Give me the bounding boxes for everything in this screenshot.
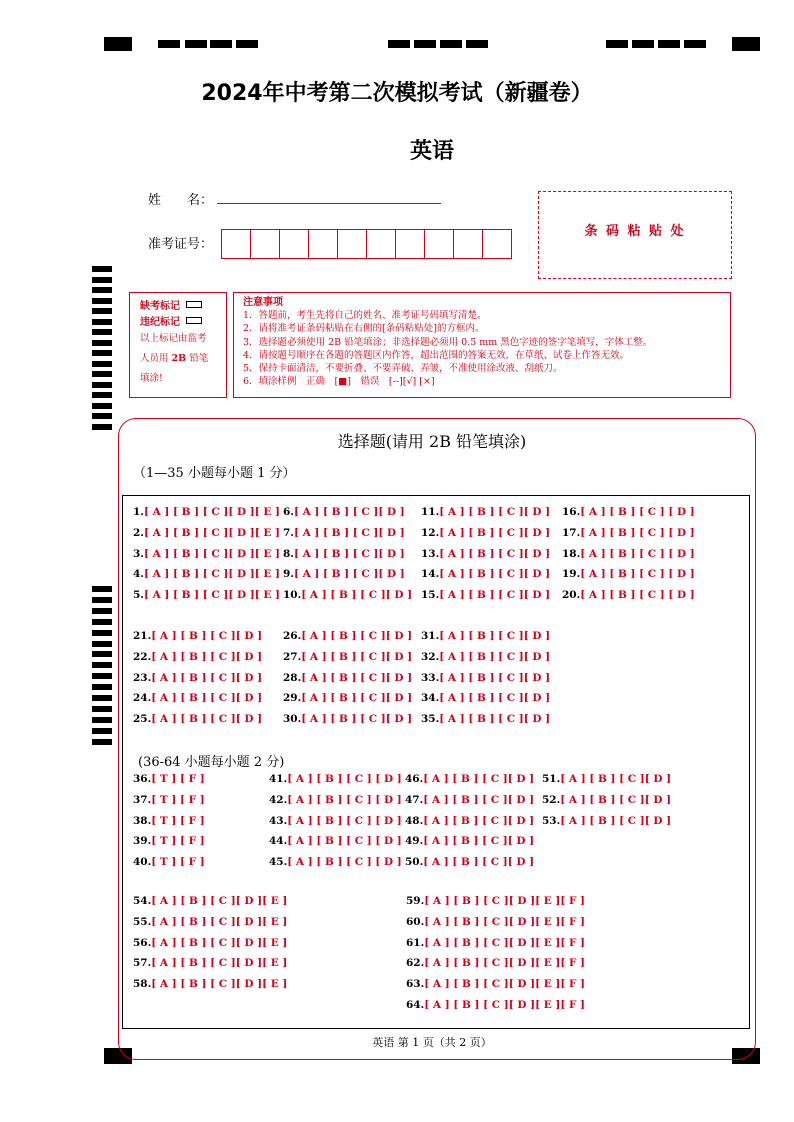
answer-options[interactable]: [ A ] [ B ] [ C ][ D ] — [439, 589, 551, 602]
answer-options[interactable]: [ A ] [ B ] [ C ] [ D ] — [287, 773, 402, 785]
answer-options[interactable]: [ A ] [ B ] [ C ][ D ][ E ][ F ] — [424, 978, 586, 991]
answer-row[interactable] — [283, 651, 412, 663]
question-number: 50. — [405, 856, 424, 869]
answer-row[interactable] — [133, 630, 262, 642]
timing-mark — [92, 586, 112, 592]
answer-row[interactable] — [562, 506, 695, 518]
answer-row[interactable] — [133, 815, 205, 827]
question-number: 8. — [283, 547, 294, 560]
answer-options[interactable]: [ A ] [ B ] [ C ][ D ] — [423, 814, 535, 827]
answer-options[interactable]: [ A ] [ B ] [ C ][ D ][ E ][ F ] — [424, 915, 586, 928]
question-number: 63. — [406, 978, 425, 991]
answer-options[interactable]: [ A ] [ B ] [ C ] [ D ] — [580, 568, 695, 581]
question-number: 14. — [421, 568, 440, 581]
answer-row[interactable] — [283, 506, 405, 518]
question-number: 55. — [133, 915, 152, 928]
answer-row[interactable] — [133, 835, 205, 847]
question-number: 64. — [406, 999, 425, 1011]
answer-row[interactable] — [133, 916, 287, 928]
answer-options[interactable]: [ A ] [ B ] [ C ] [ D ] — [580, 526, 695, 539]
answer-row[interactable] — [406, 895, 585, 907]
answer-options[interactable]: [ A ] [ B ] [ C ] [ D ] — [287, 856, 402, 869]
absent-checkbox[interactable] — [186, 301, 202, 308]
answer-options[interactable]: [ T ] [ F ] — [151, 814, 205, 827]
question-number: 61. — [406, 936, 425, 949]
timing-mark — [92, 350, 112, 356]
timing-mark — [92, 277, 112, 283]
answer-options[interactable]: [ A ] [ B ] [ C ][ D ][ E ][ F ] — [424, 999, 586, 1011]
question-number: 16. — [562, 506, 581, 518]
subject-title: 英语 — [409, 139, 454, 164]
answer-row[interactable] — [133, 568, 280, 580]
answer-row[interactable] — [405, 794, 534, 806]
question-number: 9. — [283, 568, 294, 581]
answer-row[interactable] — [562, 589, 695, 601]
answer-options[interactable]: [ T ] [ F ] — [151, 835, 205, 848]
question-number: 52. — [542, 793, 561, 806]
timing-mark — [92, 684, 112, 690]
answer-options[interactable]: [ A ] [ B ] [ C ][ D ] — [293, 526, 405, 539]
answer-row[interactable] — [133, 978, 287, 990]
answer-options[interactable]: [ A ] [ B ] [ C ][ D ] — [439, 692, 551, 705]
answer-options[interactable]: [ A ] [ B ] [ C ][ D ] — [423, 835, 535, 848]
timing-mark — [388, 40, 410, 48]
answer-options[interactable]: [ A ] [ B ] [ C ][ D ] — [301, 671, 413, 684]
answer-row[interactable] — [421, 589, 550, 601]
question-number: 24. — [133, 692, 152, 705]
notice-item: 3．选择题必须使用 2B 铅笔填涂；非选择题必须用 0.5 mm 黑色字迹的签字笔填写，字体工整。 — [243, 336, 653, 348]
question-number: 2. — [133, 526, 144, 539]
question-number: 33. — [421, 671, 440, 684]
notice-item: 6．填涂样例 正确 [■] 错误 [--][√] [×] — [243, 376, 435, 388]
answer-row[interactable] — [283, 672, 412, 684]
answer-options[interactable]: [ A ] [ B ] [ C ][ D ][ E ] — [143, 506, 281, 518]
question-number: 38. — [133, 814, 152, 827]
answer-row[interactable] — [406, 957, 585, 969]
answer-options[interactable]: [ A ] [ B ] [ C ][ D ] — [301, 650, 413, 663]
question-number: 30. — [283, 713, 302, 726]
timing-mark — [92, 361, 112, 367]
question-number: 3. — [133, 547, 144, 560]
answer-options[interactable]: [ A ] [ B ] [ C ][ D ][ E ] — [151, 895, 288, 907]
question-number: 23. — [133, 671, 152, 684]
question-number: 27. — [283, 650, 302, 663]
answer-options[interactable]: [ A ] [ B ] [ C ] [ D ] — [580, 547, 695, 560]
question-number: 21. — [133, 630, 152, 642]
answer-row[interactable] — [269, 815, 402, 827]
answer-row[interactable] — [283, 527, 405, 539]
answer-options[interactable]: [ A ] [ B ] [ C ][ D ][ E ] — [143, 547, 281, 560]
answer-options[interactable]: [ A ] [ B ] [ C ][ D ] — [301, 630, 413, 642]
answer-options[interactable]: [ A ] [ B ] [ C ][ D ] — [560, 773, 672, 785]
timing-mark — [92, 308, 112, 314]
timing-mark — [92, 403, 112, 409]
answer-row[interactable] — [283, 630, 412, 642]
answer-row[interactable] — [133, 506, 280, 518]
answer-options[interactable]: [ A ] [ B ] [ C ][ D ] — [293, 547, 405, 560]
name-label: 姓 名： — [148, 193, 214, 208]
answer-row[interactable] — [133, 895, 287, 907]
answer-row[interactable] — [405, 835, 534, 847]
answer-options[interactable]: [ A ] [ B ] [ C ][ D ][ E ] — [151, 915, 288, 928]
answer-row[interactable] — [269, 856, 402, 868]
timing-mark — [92, 630, 112, 636]
timing-mark — [92, 717, 112, 723]
section-1-label: （1—35 小题每小题 1 分） — [133, 466, 296, 481]
answer-row[interactable] — [406, 937, 585, 949]
timing-mark — [92, 392, 112, 398]
question-number: 5. — [133, 589, 144, 602]
timing-mark — [440, 40, 462, 48]
timing-mark — [606, 40, 628, 48]
answer-options[interactable]: [ T ] [ F ] — [151, 856, 205, 869]
answer-row[interactable] — [421, 692, 550, 704]
question-number: 45. — [269, 856, 288, 869]
answer-options[interactable]: [ A ] [ B ] [ C ][ D ] — [439, 650, 551, 663]
question-number: 34. — [421, 692, 440, 705]
answer-row[interactable] — [421, 672, 550, 684]
answer-row[interactable] — [133, 794, 205, 806]
timing-mark — [92, 651, 112, 657]
answer-options[interactable]: [ A ] [ B ] [ C ] [ D ] — [580, 589, 695, 602]
answer-options[interactable]: [ T ] [ F ] — [151, 773, 205, 785]
question-number: 10. — [283, 589, 302, 602]
answer-row[interactable] — [133, 773, 205, 785]
timing-mark — [92, 340, 112, 346]
timing-mark — [92, 287, 112, 293]
answer-row[interactable] — [421, 548, 550, 560]
question-number: 26. — [283, 630, 302, 642]
question-number: 1. — [133, 506, 144, 518]
answer-options[interactable]: [ A ] [ B ] [ C ][ D ][ E ] — [143, 589, 281, 602]
answer-options[interactable]: [ A ] [ B ] [ C ][ D ] — [560, 814, 672, 827]
answer-options[interactable]: [ A ] [ B ] [ C ][ D ] — [151, 692, 263, 705]
question-number: 20. — [562, 589, 581, 602]
answer-row[interactable] — [542, 794, 671, 806]
answer-options[interactable]: [ A ] [ B ] [ C ] [ D ] — [580, 506, 695, 518]
answer-options[interactable]: [ A ] [ B ] [ C ][ D ][ E ] — [151, 978, 288, 991]
notice-item: 1．答题前，考生先将自己的姓名、准考证号码填写清楚。 — [243, 310, 487, 321]
question-number: 7. — [283, 526, 294, 539]
barcode-area — [538, 191, 732, 279]
answer-row[interactable] — [405, 815, 534, 827]
answer-row[interactable] — [283, 692, 412, 704]
timing-mark — [236, 40, 258, 48]
question-number: 49. — [405, 835, 424, 848]
exam-id-label: 准考证号： — [148, 237, 214, 252]
answer-row[interactable] — [133, 527, 280, 539]
timing-mark — [92, 319, 112, 325]
timing-mark — [92, 619, 112, 625]
question-number: 37. — [133, 793, 152, 806]
notice-item: 4．请按题号顺序在各题的答题区内作答，超出范围的答案无效，在草纸、试卷上作答无效。 — [243, 349, 630, 361]
question-number: 54. — [133, 895, 152, 907]
question-number: 18. — [562, 547, 581, 560]
answer-options[interactable]: [ A ] [ B ] [ C ][ D ] — [439, 526, 551, 539]
answer-row[interactable] — [269, 773, 402, 785]
timing-mark — [92, 662, 112, 668]
timing-mark — [158, 40, 180, 48]
answer-row[interactable] — [133, 957, 287, 969]
question-number: 44. — [269, 835, 288, 848]
answer-row[interactable] — [421, 651, 550, 663]
answer-options[interactable]: [ A ] [ B ] [ C ][ D ][ E ][ F ] — [424, 957, 586, 970]
timing-mark — [92, 266, 112, 272]
timing-mark — [92, 371, 112, 377]
timing-mark — [632, 40, 654, 48]
notice-item: 2．请将准考证条码粘贴在右侧的[条码粘贴处]的方框内。 — [243, 323, 485, 335]
question-number: 19. — [562, 568, 581, 581]
notice-title: 注意事项 — [243, 297, 283, 308]
timing-mark — [92, 608, 112, 614]
timing-mark — [414, 40, 436, 48]
answer-row[interactable] — [405, 856, 534, 868]
notice-item: 5．保持卡面清洁，不要折叠、不要弄破、弄皱，不准使用涂改液、刮纸刀。 — [243, 363, 563, 375]
answer-options[interactable]: [ A ] [ B ] [ C ][ D ][ E ][ F ] — [424, 936, 586, 949]
question-number: 46. — [405, 773, 424, 785]
section-2-label: (36-64 小题每小题 2 分) — [138, 755, 285, 770]
question-number: 17. — [562, 526, 581, 539]
question-number: 25. — [133, 713, 152, 726]
answer-row[interactable] — [406, 999, 585, 1011]
answer-row[interactable] — [542, 773, 671, 785]
question-number: 6. — [283, 506, 294, 518]
question-number: 47. — [405, 793, 424, 806]
answer-options[interactable]: [ A ] [ B ] [ C ][ D ][ E ] — [151, 936, 288, 949]
timing-mark — [92, 329, 112, 335]
answer-row[interactable] — [406, 916, 585, 928]
answer-options[interactable]: [ A ] [ B ] [ C ][ D ] — [439, 568, 551, 581]
answer-options[interactable]: [ A ] [ B ] [ C ][ D ] — [301, 692, 413, 705]
timing-mark — [92, 706, 112, 712]
timing-mark — [466, 40, 488, 48]
question-number: 62. — [406, 957, 425, 970]
answer-options[interactable]: [ A ] [ B ] [ C ][ D ] — [439, 671, 551, 684]
answer-options[interactable]: [ A ] [ B ] [ C ][ D ] — [151, 650, 263, 663]
answer-row[interactable] — [283, 713, 412, 725]
answer-options[interactable]: [ A ] [ B ] [ C ] [ D ] — [287, 793, 402, 806]
answer-row[interactable] — [405, 773, 534, 785]
answer-row[interactable] — [562, 548, 695, 560]
timing-mark — [92, 413, 112, 419]
timing-mark — [92, 641, 112, 647]
question-number: 60. — [406, 915, 425, 928]
answer-options[interactable]: [ A ] [ B ] [ C ][ D ] — [151, 671, 263, 684]
answer-options[interactable]: [ A ] [ B ] [ C ][ D ] — [293, 568, 405, 581]
question-number: 15. — [421, 589, 440, 602]
answer-row[interactable] — [133, 589, 280, 601]
answer-row[interactable] — [133, 692, 262, 704]
answer-row[interactable] — [421, 568, 550, 580]
question-number: 36. — [133, 773, 152, 785]
answer-options[interactable]: [ A ] [ B ] [ C ][ D ] — [439, 630, 551, 642]
question-number: 31. — [421, 630, 440, 642]
answer-row[interactable] — [421, 527, 550, 539]
question-number: 12. — [421, 526, 440, 539]
answer-row[interactable] — [133, 856, 205, 868]
answer-options[interactable]: [ A ] [ B ] [ C ][ D ] — [423, 773, 535, 785]
name-field[interactable] — [217, 203, 441, 204]
answer-options[interactable]: [ A ] [ B ] [ C ][ D ][ E ] — [143, 568, 281, 581]
question-number: 58. — [133, 978, 152, 991]
answer-row[interactable] — [133, 548, 280, 560]
answer-options[interactable]: [ A ] [ B ] [ C ][ D ] — [560, 793, 672, 806]
choice-title: 选择题(请用 2B 铅笔填涂) — [337, 432, 527, 451]
page-footer: 英语 第 1 页（共 2 页） — [372, 1036, 492, 1049]
answer-row[interactable] — [542, 815, 671, 827]
question-number: 22. — [133, 650, 152, 663]
answer-options[interactable]: [ A ] [ B ] [ C ][ D ][ E ][ F ] — [424, 895, 586, 907]
question-number: 4. — [133, 568, 144, 581]
question-number: 40. — [133, 856, 152, 869]
page-title: 2024年中考第二次模拟考试（新疆卷） — [201, 81, 593, 106]
question-number: 11. — [421, 506, 440, 518]
answer-options[interactable]: [ A ] [ B ] [ C ][ D ][ E ] — [143, 526, 281, 539]
timing-mark — [185, 40, 207, 48]
timing-mark — [92, 673, 112, 679]
notice-box — [233, 292, 731, 398]
absent-label: 缺考标记 — [140, 301, 180, 312]
question-number: 35. — [421, 713, 440, 726]
timing-mark — [684, 40, 706, 48]
question-number: 53. — [542, 814, 561, 827]
marks-box — [129, 292, 227, 398]
barcode-label: 条 码 粘 贴 处 — [584, 224, 686, 239]
answer-row[interactable] — [133, 937, 287, 949]
answer-options[interactable]: [ A ] [ B ] [ C ][ D ] — [423, 856, 535, 869]
answer-row[interactable] — [421, 630, 550, 642]
question-number: 51. — [542, 773, 561, 785]
answer-options[interactable]: [ A ] [ B ] [ C ][ D ] — [301, 589, 413, 602]
violation-checkbox[interactable] — [186, 317, 202, 324]
answer-row[interactable] — [406, 978, 585, 990]
question-number: 56. — [133, 936, 152, 949]
question-number: 13. — [421, 547, 440, 560]
answer-options[interactable]: [ A ] [ B ] [ C ][ D ] — [423, 793, 535, 806]
question-number: 48. — [405, 814, 424, 827]
answer-row[interactable] — [133, 651, 262, 663]
timing-mark — [92, 597, 112, 603]
question-number: 29. — [283, 692, 302, 705]
answer-options[interactable]: [ A ] [ B ] [ C ][ D ] — [151, 630, 263, 642]
timing-mark — [92, 382, 112, 388]
question-number: 39. — [133, 835, 152, 848]
answer-row[interactable] — [133, 713, 262, 725]
answer-row[interactable] — [562, 527, 695, 539]
timing-mark — [92, 695, 112, 701]
timing-mark — [658, 40, 680, 48]
timing-mark — [92, 739, 112, 745]
question-number: 28. — [283, 671, 302, 684]
violation-label: 违纪标记 — [140, 317, 180, 328]
timing-mark — [104, 37, 132, 51]
answer-options[interactable]: [ A ] [ B ] [ C ][ D ] — [439, 506, 551, 518]
answer-options[interactable]: [ A ] [ B ] [ C ][ D ] — [151, 713, 263, 726]
answer-row[interactable] — [283, 548, 405, 560]
answer-row[interactable] — [283, 589, 412, 601]
answer-options[interactable]: [ A ] [ B ] [ C ] [ D ] — [287, 835, 402, 848]
question-number: 41. — [269, 773, 288, 785]
answer-options[interactable]: [ A ] [ B ] [ C ] [ D ] — [287, 814, 402, 827]
timing-mark — [210, 40, 232, 48]
question-number: 43. — [269, 814, 288, 827]
answer-row[interactable] — [283, 568, 405, 580]
marks-note: 以上标记由监考 人员用 2B 铅笔 填涂! — [140, 333, 209, 384]
exam-id-boxes[interactable] — [222, 229, 512, 259]
question-number: 59. — [406, 895, 425, 907]
answer-row[interactable] — [562, 568, 695, 580]
timing-mark — [92, 728, 112, 734]
timing-mark — [732, 37, 760, 51]
answer-row[interactable] — [133, 672, 262, 684]
answer-options[interactable]: [ T ] [ F ] — [151, 793, 205, 806]
answer-row[interactable] — [421, 713, 550, 725]
question-number: 42. — [269, 793, 288, 806]
question-number: 32. — [421, 650, 440, 663]
question-number: 57. — [133, 957, 152, 970]
answer-row[interactable] — [269, 835, 402, 847]
answer-row[interactable] — [421, 506, 550, 518]
answer-options[interactable]: [ A ] [ B ] [ C ][ D ] — [439, 547, 551, 560]
answer-options[interactable]: [ A ] [ B ] [ C ][ D ][ E ] — [151, 957, 288, 970]
timing-mark — [92, 298, 112, 304]
answer-row[interactable] — [269, 794, 402, 806]
answer-options[interactable]: [ A ] [ B ] [ C ][ D ] — [293, 506, 405, 518]
answer-options[interactable]: [ A ] [ B ] [ C ][ D ] — [301, 713, 413, 726]
answer-options[interactable]: [ A ] [ B ] [ C ][ D ] — [439, 713, 551, 726]
